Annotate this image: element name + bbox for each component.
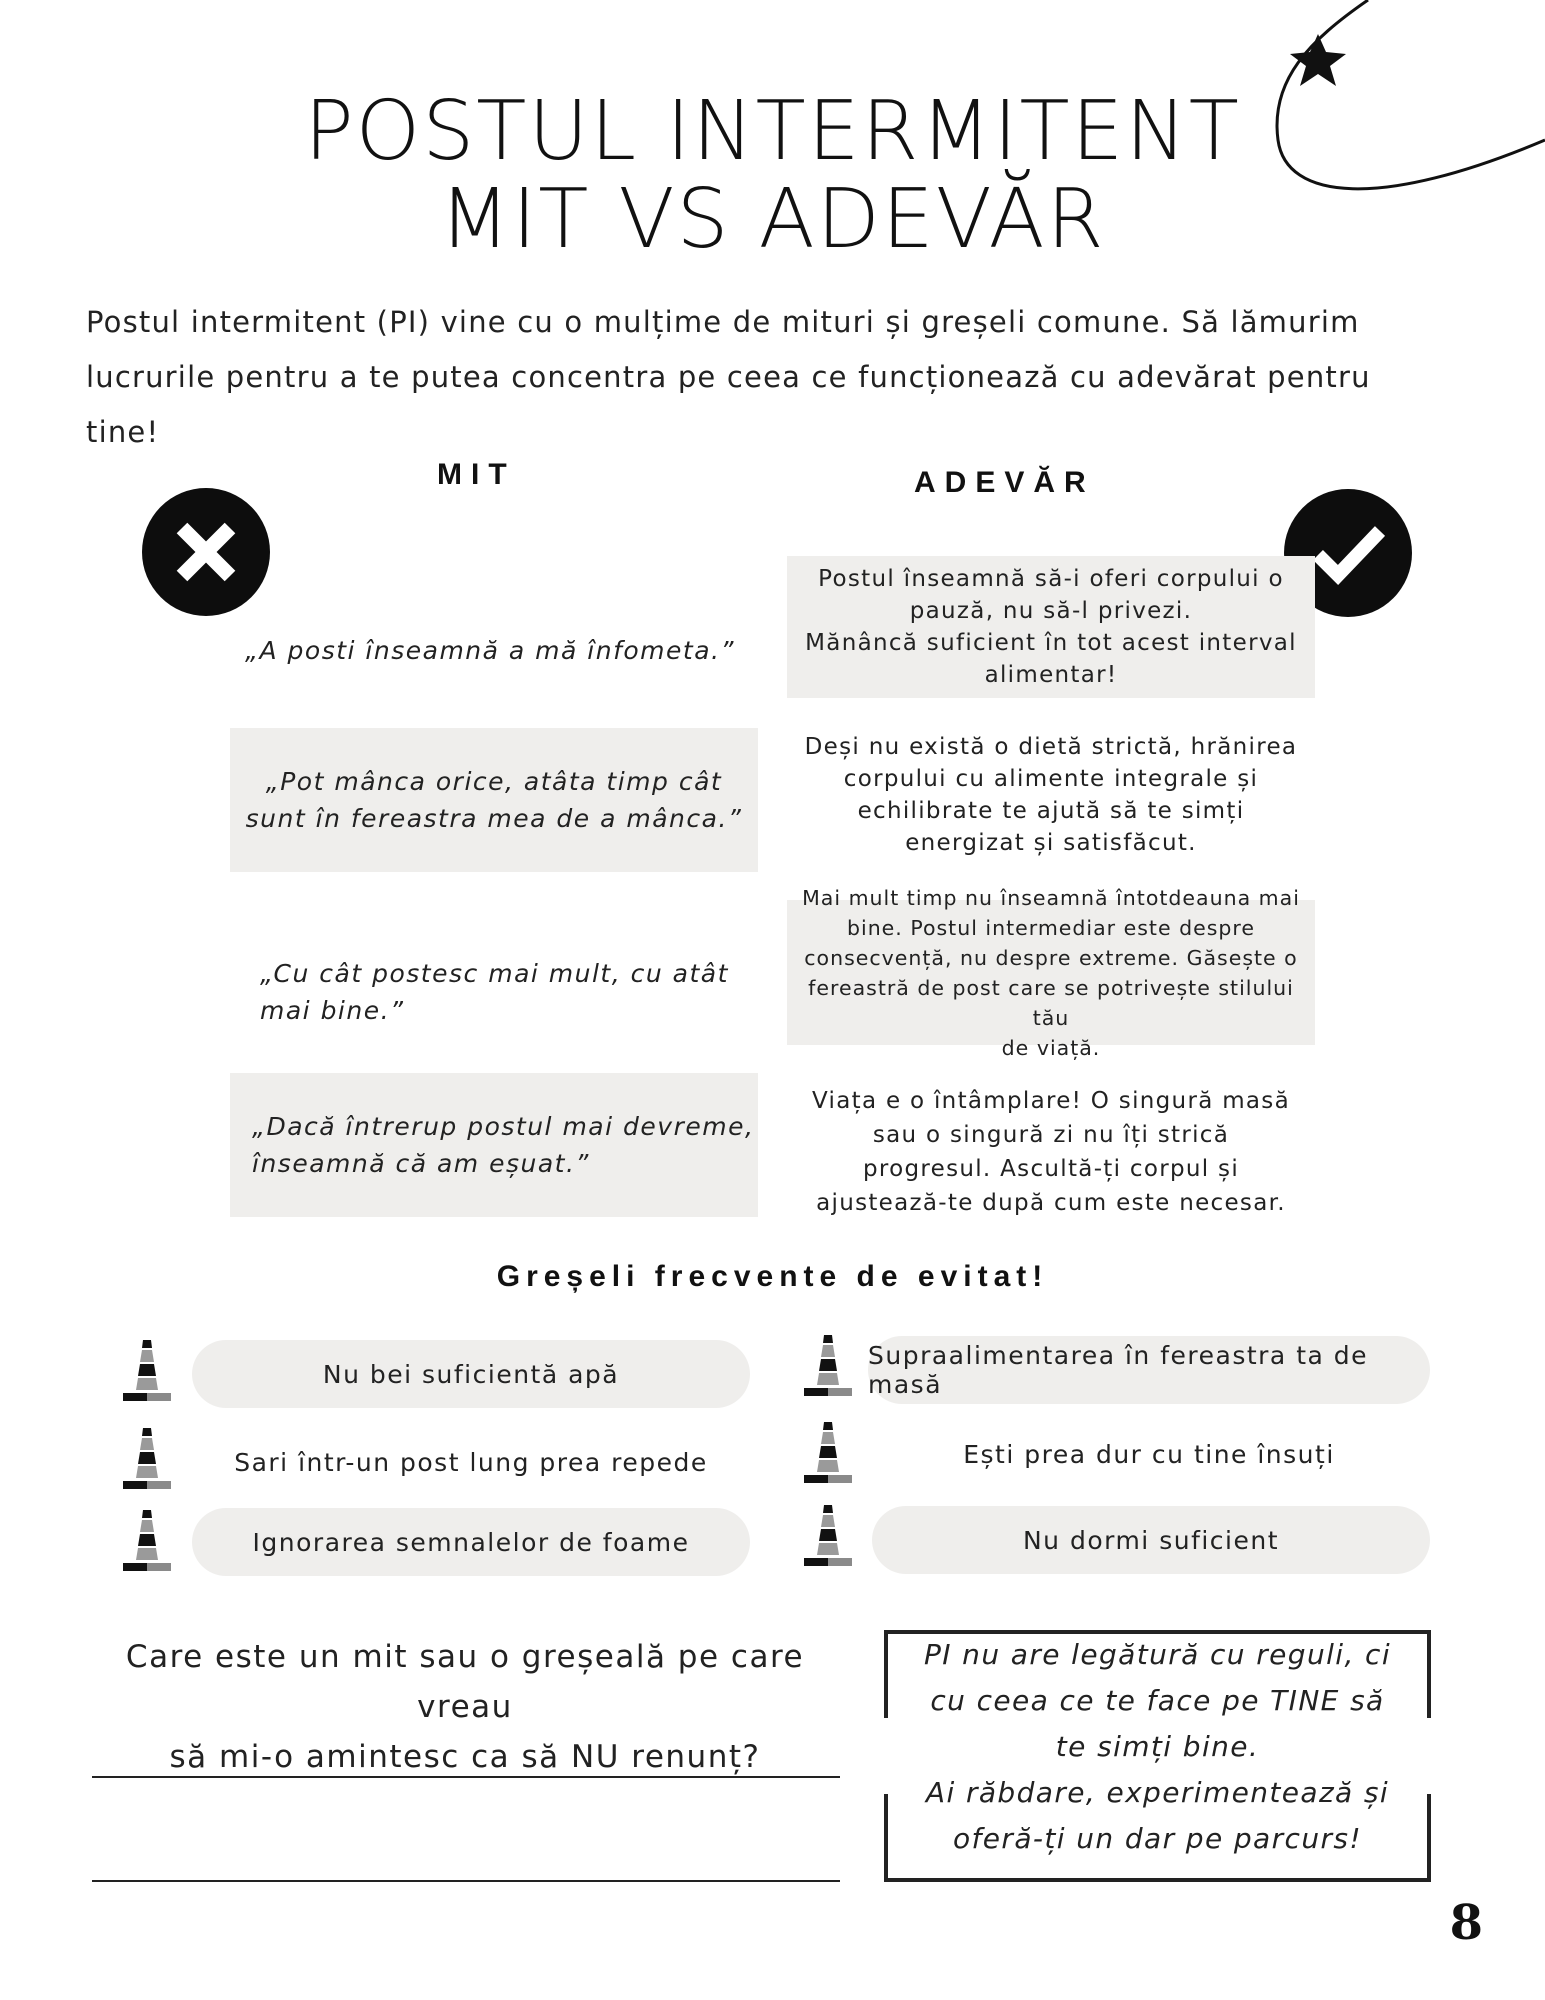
myth-1 (230, 620, 750, 680)
truth-1 (787, 556, 1315, 698)
page-title-line1: POSTUL INTERMITENT (304, 84, 1241, 179)
myth-header: MIT (437, 458, 516, 491)
quote-line: cu ceea ce te face pe TINE să (930, 1684, 1385, 1717)
myth-2-line: „Pot mânca orice, atâta timp cât (265, 767, 723, 796)
myth-1-text: „A posti înseamnă a mă înfometa.” (245, 635, 735, 665)
truth-3-line: consecvență, nu despre extreme. Găsește o (804, 945, 1298, 970)
mistake-item: Supraalimentarea în fereastra ta de masă (868, 1336, 1430, 1404)
truth-2-line: Deși nu există o dietă strictă, hrănirea (804, 734, 1298, 760)
myth-3 (260, 955, 760, 1029)
myth-4-line: înseamnă că am eșuat.” (252, 1149, 590, 1178)
intro-paragraph: Postul intermitent (PI) vine cu o mulțime de mituri și greșeli comune. Să lămurim lucrurile pentru a te putea concentra pe ceea ce funcționează cu adevărat pentru tine! (86, 305, 1371, 449)
truth-1-line: pauză, nu să-l privezi. (909, 598, 1193, 624)
mistake-item: Ești prea dur cu tine însuți (963, 1439, 1335, 1469)
truth-1-line: Mănâncă suficient în tot acest interval (805, 630, 1297, 656)
x-icon (142, 488, 270, 616)
page-title-line2: MIT VS ADEVĂR (439, 172, 1106, 267)
myth-4 (230, 1073, 758, 1217)
truth-3-line: Mai mult timp nu înseamnă întotdeauna mai (802, 885, 1300, 910)
traffic-cone-icon (121, 1426, 175, 1492)
myth-2-line: sunt în fereastra mea de a mânca.” (245, 804, 743, 833)
traffic-cone-icon (802, 1503, 856, 1569)
truth-3-line: de viață. (1001, 1035, 1101, 1060)
traffic-cone-icon (802, 1333, 856, 1399)
mistake-item: Sari într-un post lung prea repede (234, 1447, 708, 1477)
traffic-cone-icon (121, 1338, 175, 1404)
truth-2-line: echilibrate te ajută să te simți (857, 798, 1245, 824)
truth-4-line: sau o singură zi nu îți strică (872, 1122, 1230, 1148)
page-number: 8 (1449, 1895, 1483, 1951)
mistakes-title: Greșeli frecvente de evitat! (496, 1260, 1049, 1293)
truth-2-line: energizat și satisfăcut. (905, 830, 1197, 856)
truth-4-line: progresul. Ascultă-ți corpul și (862, 1156, 1240, 1182)
truth-4-line: ajustează-te după cum este necesar. (816, 1190, 1286, 1216)
star-icon (1290, 34, 1346, 86)
truth-1-line: Postul înseamnă să-i oferi corpului o (818, 566, 1284, 592)
truth-2-line: corpului cu alimente integrale și (843, 766, 1259, 792)
quote-line: oferă-ți un dar pe parcurs! (953, 1822, 1362, 1855)
quote-line: Ai răbdare, experimentează și (925, 1776, 1390, 1809)
truth-4-line: Viața e o întâmplare! O singură masă (812, 1088, 1290, 1114)
myth-4-line: „Dacă întrerup postul mai devreme, (252, 1112, 755, 1141)
answer-line[interactable] (92, 1880, 840, 1882)
reflection-question-line: Care este un mit sau o greșeală pe care vreau (125, 1639, 805, 1725)
truth-3-line: fereastră de post care se potrivește stilului tău (808, 975, 1294, 1030)
myth-2 (230, 728, 758, 872)
mistake-item: Nu bei suficientă apă (192, 1340, 750, 1408)
truth-header: ADEVĂR (914, 466, 1095, 499)
truth-3-line: bine. Postul intermediar este despre (846, 915, 1255, 940)
truth-1-line: alimentar! (984, 662, 1118, 688)
mistake-item: Nu dormi suficient (872, 1506, 1430, 1574)
quote-line: PI nu are legătură cu reguli, ci (923, 1638, 1392, 1671)
encouragement-quote (885, 1632, 1430, 1878)
reflection-question (90, 1632, 840, 1782)
traffic-cone-icon (802, 1420, 856, 1486)
truth-2 (787, 728, 1315, 862)
myth-3-line: „Cu cât postesc mai mult, cu atât (260, 959, 729, 988)
answer-line[interactable] (92, 1776, 840, 1778)
quote-line: te simți bine. (1055, 1730, 1260, 1763)
myth-3-line: mai bine.” (260, 996, 405, 1025)
truth-4 (787, 1080, 1315, 1224)
traffic-cone-icon (121, 1508, 175, 1574)
reflection-question-line: să mi-o amintesc ca să NU renunț? (169, 1739, 761, 1775)
truth-3 (787, 885, 1315, 1060)
mistake-item: Ignorarea semnalelor de foame (192, 1508, 750, 1576)
